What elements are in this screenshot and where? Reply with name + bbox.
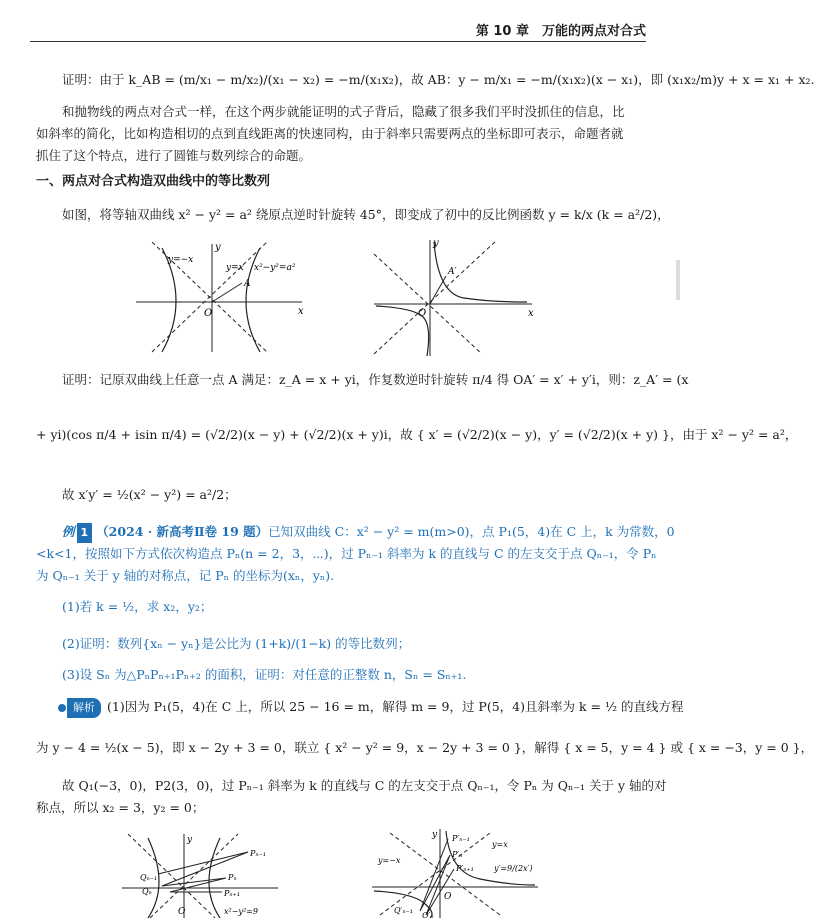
sequence-hyperbola-figure — [120, 830, 280, 918]
solution-line: 故 Q₁(−3，0)，P2(3，0)，过 Pₙ₋₁ 斜率为 k 的直线与 C 的左支交于点 Qₙ₋₁，令 Pₙ 为 Qₙ₋₁ 关于 y 轴的对 — [62, 778, 667, 793]
curve-label: x²−y²=a² — [254, 263, 296, 273]
y-axis-label: y — [187, 835, 193, 845]
curve-label: y′=9/(2x′) — [494, 864, 533, 873]
point-label: P′ₙ₋₁ — [452, 834, 470, 843]
chapter-title: 第 10 章 万能的两点对合式 — [475, 24, 646, 39]
page-edge-tab — [676, 260, 680, 300]
solution-text: (1)因为 P₁(5，4)在 C 上，所以 25 − 16 = m，解得 m = 9，过 P(5，4)且斜率为 k = ½ 的直线方程 — [107, 699, 684, 714]
example-heading — [62, 522, 675, 543]
hyperbola-figure — [132, 240, 307, 355]
example-number-badge: 1 — [77, 523, 93, 543]
point-label: A — [244, 279, 251, 289]
point-label: Pₙ₋₁ — [250, 849, 267, 858]
point-label: Pₙ₊₁ — [224, 889, 241, 898]
sequence-rotated-figure — [370, 825, 540, 918]
point-label: Q′ₙ — [422, 911, 434, 918]
asymptote-label: y=x — [226, 263, 244, 273]
example-word: 例 — [62, 524, 75, 539]
y-axis-label: y — [433, 238, 439, 249]
point-label: P′ₙ₊₁ — [456, 864, 474, 873]
question-3: (3)设 Sₙ 为△PₙPₙ₊₁Pₙ₊₂ 的面积，证明：对任意的正整数 n，Sₙ = Sₙ₊₁. — [62, 667, 467, 682]
y-axis-label: y — [215, 242, 221, 253]
solution-line: 为 y − 4 = ½(x − 5)，即 x − 2y + 3 = 0，联立 { x² − y² = 9，x − 2y + 3 = 0 }，解得 { x = 5，y = 4 } 或 { x = −3，y = 0 }， — [36, 740, 814, 755]
rotation-proof-line: 证明：记原双曲线上任意一点 A 满足：z_A = x + yi，作复数逆时针旋转 π/4 得 OA′ = x′ + y′i，则：z_A′ = (x — [62, 372, 689, 387]
rotation-result-line: 故 x′y′ = ½(x² − y²) = a²/2； — [62, 487, 237, 502]
point-label: P′ₙ — [452, 850, 463, 859]
point-label: Pₙ — [228, 873, 237, 882]
origin-label: O — [418, 308, 427, 319]
section-heading: 一、两点对合式构造双曲线中的等比数列 — [36, 174, 271, 189]
example-text-line: <k<1，按照如下方式依次构造点 Pₙ(n = 2，3，⋯)，过 Pₙ₋₁ 斜率为 k 的直线与 C 的左支交于点 Qₙ₋₁，令 Pₙ — [36, 546, 657, 561]
proof-slope-line: 证明：由于 k_AB = (m/x₁ − m/x₂)/(x₁ − x₂) = −m/(x₁x₂)，故 AB：y − m/x₁ = −m/(x₁x₂)(x − x₁)，即 (x₁x₂/m)y + x = x₁ + x₂. — [62, 72, 815, 87]
asymptote-label: y=x — [492, 840, 508, 849]
solution-line: 称点，所以 x₂ = 3，y₂ = 0； — [36, 800, 205, 815]
x-axis-label: x — [528, 308, 534, 319]
solution-badge: 解析 — [67, 698, 101, 718]
question-2: (2)证明：数列{xₙ − yₙ}是公比为 (1+k)/(1−k) 的等比数列； — [62, 636, 411, 651]
page-header — [0, 0, 680, 44]
example-text-line: 为 Qₙ₋₁ 关于 y 轴的对称点，记 Pₙ 的坐标为(xₙ，yₙ). — [36, 568, 335, 583]
point-label: A′ — [448, 267, 457, 277]
solution-first-line — [58, 697, 684, 718]
origin-label: O — [444, 892, 452, 902]
point-label: Qₙ — [142, 887, 152, 896]
rotated-hyperbola-figure — [372, 236, 537, 358]
asymptote-label: y=−x — [378, 856, 401, 865]
bullet-icon — [58, 704, 66, 712]
point-label: Qₙ₋₁ — [140, 873, 158, 882]
origin-label: O — [178, 907, 186, 917]
y-axis-label: y — [432, 830, 438, 840]
paragraph-line: 如斜率的简化，比如构造相切的点到直线距离的快速同构，由于斜率只需要两点的坐标即可表示，命题者就 — [36, 126, 624, 141]
question-1: (1)若 k = ½，求 x₂，y₂； — [62, 599, 213, 614]
example-text: 已知双曲线 C：x² − y² = m(m>0)，点 P₁(5，4)在 C 上，k 为常数，0 — [268, 524, 675, 539]
header-rule — [30, 41, 646, 42]
origin-label: O — [204, 308, 213, 319]
x-axis-label: x — [298, 306, 304, 317]
asymptote-label: y=−x — [168, 255, 194, 265]
example-source: （2024 · 新高考Ⅱ卷 19 题） — [96, 524, 269, 539]
paragraph-line: 如图，将等轴双曲线 x² − y² = a² 绕原点逆时针旋转 45°，即变成了初中的反比例函数 y = k/x (k = a²/2)， — [62, 207, 670, 222]
paragraph-line: 和抛物线的两点对合式一样，在这个两步就能证明的式子背后，隐藏了很多我们平时没抓住的信息，比 — [62, 104, 625, 119]
rotation-proof-line: + yi)(cos π/4 + isin π/4) = (√2/2)(x − y) + (√2/2)(x + y)i，故 { x′ = (√2/2)(x − y)，y′ = (√2/2)(x + y) }，由于 x² − y² = a²， — [36, 427, 798, 442]
curve-label: x²−y²=9 — [224, 907, 258, 916]
paragraph-line: 抓住了这个特点，进行了圆锥与数列综合的命题。 — [36, 148, 312, 163]
point-label: Q′ₙ₋₁ — [394, 906, 414, 915]
